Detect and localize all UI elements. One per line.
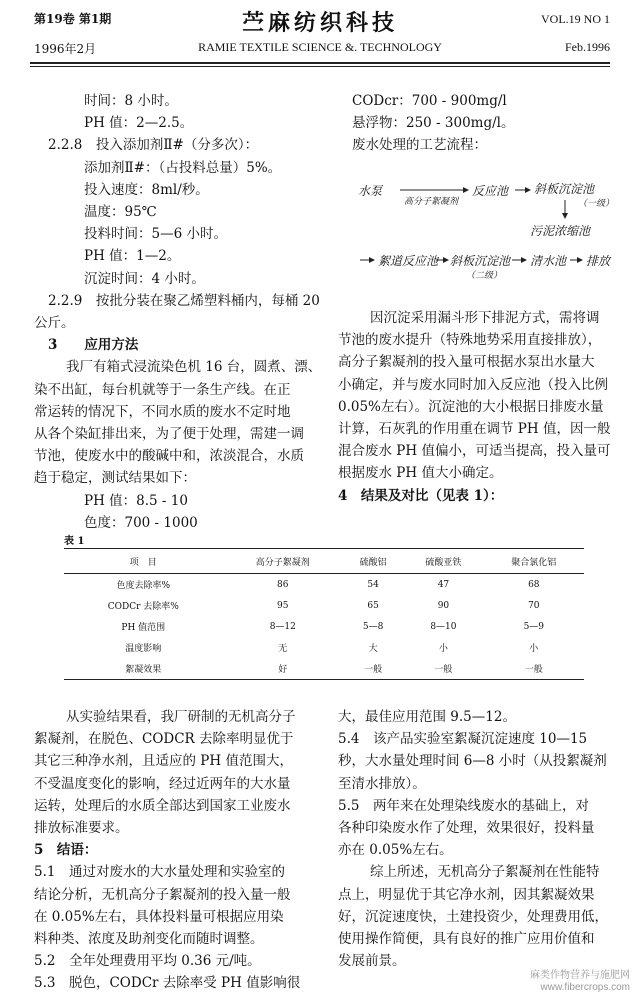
text-line: 根据废水 PH 值大小确定。 — [338, 465, 503, 482]
text-line: 在 0.05%左右，具体投料量可根据应用染 — [34, 908, 284, 925]
table-cell: 8—12 — [269, 621, 296, 632]
table-cell: 90 — [437, 600, 450, 611]
table-cell: 小 — [438, 644, 448, 654]
text-line: PH 值：1—2。 — [84, 248, 181, 265]
text-line: 沉淀时间：4 小时。 — [84, 270, 205, 287]
table-cell: 无 — [278, 644, 288, 654]
text-line: 3 应用方法 — [48, 337, 139, 354]
text-line: 投入速度：8ml/秒。 — [84, 181, 209, 198]
table-cell: 大 — [368, 644, 378, 654]
text-line: CODcr：700 - 900mg/l — [352, 93, 507, 109]
text-line: 时间：8 小时。 — [84, 93, 178, 109]
watermark-title: 麻类作物营养与施肥网 — [530, 970, 630, 981]
text-line: 絮凝剂，在脱色、CODCR 去除率明显优于 — [34, 731, 294, 748]
flow-node-channel-tank: 絮道反应池 — [378, 254, 439, 268]
text-line: 染不出缸，每台机就等于一条生产线。在正 — [34, 381, 291, 398]
date-en: Feb.1996 — [565, 40, 610, 54]
right-column-top — [338, 90, 628, 157]
journal-title-en: RAMIE TEXTILE SCIENCE &. TECHNOLOGY — [198, 40, 442, 54]
text-line: 废水处理的工艺流程： — [352, 137, 487, 154]
text-line: 公斤。 — [34, 315, 75, 332]
table-cell: 小 — [529, 644, 539, 654]
text-line: 高分子絮凝剂的投入量可根据水泵出水量大 — [338, 354, 595, 371]
table-header-cell: 聚合氯化铝 — [484, 549, 584, 574]
text-line: 混合废水 PH 值偏小，可适当提高，投入量可 — [338, 443, 611, 460]
process-flow-diagram — [350, 170, 620, 290]
text-line: 温度：95℃ — [84, 204, 157, 221]
table-cell: CODCr 去除率% — [107, 602, 179, 612]
right-column-bottom — [338, 706, 628, 972]
text-line: 小确定，并与废水同时加入反应池（投入比例 — [338, 376, 608, 393]
table-row — [64, 616, 584, 637]
header-rule-thin — [30, 66, 610, 67]
text-line: 5.4 该产品实验室絮凝沉淀速度 10—15 — [338, 731, 588, 748]
text-line: 大，最佳应用范围 9.5—12。 — [338, 709, 516, 725]
table-cell: 5—8 — [362, 621, 384, 632]
text-line: 从各个染缸排出来，为了便于处理，需建一调 — [34, 426, 304, 443]
text-line: 5.1 通过对废水的大水量处理和实验室的 — [34, 864, 285, 881]
left-column-bottom — [34, 706, 324, 995]
flow-node-reaction-tank: 反应池 — [472, 184, 509, 198]
text-line: 排放标准要求。 — [34, 820, 129, 837]
watermark — [530, 970, 630, 994]
table-cell: 温度影响 — [125, 644, 162, 654]
flow-node-settling-tank-2: 斜板沉淀池 — [450, 254, 511, 268]
text-line: 至清水排放）。 — [338, 775, 426, 792]
flow-node-clear-tank: 清水池 — [530, 254, 567, 268]
flow-arrow-label: 高分子絮凝剂 — [404, 197, 459, 207]
flow-node-settling-tank-1: 斜板沉淀池 — [534, 182, 595, 196]
table-cell: 一般 — [484, 658, 584, 680]
results-table — [64, 548, 584, 680]
table-cell: 70 — [528, 600, 540, 611]
text-line: 2.2.9 按批分装在聚乙烯塑料桶内，每桶 20 — [48, 292, 320, 309]
text-line: 5.2 全年处理费用平均 0.36 元/吨。 — [34, 953, 261, 970]
journal-title-cn: 苎麻纺织科技 — [241, 10, 398, 36]
table-cell: PH 值范围 — [121, 623, 166, 633]
text-line: 常运转的情况下，不同水质的废水不定时地 — [34, 403, 291, 420]
text-line: 秒，大水量处理时间 6—8 小时（从投絮凝剂 — [338, 753, 607, 770]
table-cell: 好 — [223, 658, 343, 680]
text-line: 好，沉淀速度快，土建投资少，处理费用低， — [338, 908, 608, 925]
table-row — [64, 637, 584, 658]
text-line: 从实验结果看，我厂研制的无机高分子 — [66, 709, 296, 725]
text-line: 5.3 脱色，CODCr 去除率受 PH 值影响很 — [34, 975, 301, 992]
running-header — [0, 0, 640, 64]
table-cell: 一般 — [403, 658, 483, 680]
table-row — [64, 574, 584, 596]
text-line: 色度：700 - 1000 — [84, 514, 198, 531]
table-cell: 54 — [367, 579, 379, 590]
table-row — [64, 595, 584, 616]
table-cell: 65 — [367, 600, 379, 611]
table-cell: 色度去除率% — [116, 581, 171, 591]
text-line: 2.2.8 投入添加剂Ⅱ#（分多次）： — [48, 137, 259, 154]
table-header-row — [64, 549, 584, 574]
text-line: 节池的废水提升（特殊地势采用直接排放）， — [338, 332, 602, 349]
text-line: 5.5 两年来在处理染线废水的基础上，对 — [338, 797, 589, 814]
text-line: 各种印染废水作了处理，效果很好，投料量 — [338, 820, 595, 837]
text-line: PH 值：2—2.5。 — [84, 115, 194, 132]
flow-node-stage-1: （一级） — [578, 199, 615, 209]
text-line: 料种类、浓度及助剂变化而随时调整。 — [34, 931, 264, 948]
flow-node-discharge: 排放 — [586, 254, 611, 268]
text-line: 不受温度变化的影响，经过近两年的大水量 — [34, 775, 291, 792]
table-header-cell: 硫酸铝 — [343, 549, 403, 574]
right-column-mid — [338, 307, 628, 507]
text-line: 因沉淀采用漏斗形下排泥方式，需将调 — [370, 310, 600, 326]
text-line: 使用操作简便，具有良好的推广应用价值和 — [338, 931, 595, 948]
header-rule — [30, 62, 610, 64]
text-line: 亦在 0.05%左右。 — [338, 842, 453, 859]
left-column-top — [34, 90, 324, 534]
issue-date: 1996年2月 — [34, 42, 97, 56]
text-line: 5 结语： — [34, 842, 98, 859]
table-cell: 68 — [528, 579, 540, 590]
flow-node-stage-2: （二级） — [466, 271, 503, 281]
text-line: 添加剂Ⅱ#：（占投料总量）5%。 — [84, 159, 282, 176]
text-line: PH 值：8.5 - 10 — [84, 492, 188, 509]
issue-number: 第19卷 第1期 — [34, 12, 112, 26]
text-line: 综上所述，无机高分子絮凝剂在性能特 — [370, 864, 600, 881]
volume-label: VOL.19 NO 1 — [541, 12, 610, 26]
table-cell: 絮凝效果 — [64, 658, 223, 680]
watermark-url: www.fibercrops.com — [540, 982, 630, 993]
text-line: 0.05%左右）。沉淀池的大小根据日排废水量 — [338, 398, 604, 415]
table-cell: 一般 — [343, 658, 403, 680]
table-cell: 86 — [277, 579, 289, 590]
text-line: 点上，明显优于其它净水剂，因其絮凝效果 — [338, 886, 595, 903]
text-line: 4 结果及对比（见表 1）： — [338, 487, 504, 504]
table-cell: 5—9 — [523, 621, 545, 632]
text-line: 我厂有箱式浸流染色机 16 台，圆煮、漂、 — [66, 359, 322, 376]
flow-node-sludge-tank: 污泥浓缩池 — [530, 224, 591, 238]
table-header-cell: 高分子絮凝剂 — [223, 549, 343, 574]
text-line: 其它三种净水剂，且适应的 PH 值范围大， — [34, 753, 293, 770]
table-header-cell: 项 目 — [64, 549, 223, 574]
table-header-cell: 硫酸亚铁 — [403, 549, 483, 574]
text-line: 趋于稳定，测试结果如下： — [34, 470, 196, 487]
table-row — [64, 658, 584, 680]
table-caption: 表 1 — [64, 536, 85, 547]
table-cell: 95 — [277, 600, 289, 611]
text-line: 悬浮物：250 - 300mg/l。 — [352, 115, 515, 132]
text-line: 节池，使废水中的酸碱中和，浓淡混合，水质 — [34, 448, 304, 465]
text-line: 投料时间：5—6 小时。 — [84, 226, 227, 243]
table-cell: 47 — [437, 579, 450, 590]
text-line: 运转，处理后的水质全部达到国家工业废水 — [34, 797, 291, 814]
text-line: 结论分析，无机高分子絮凝剂的投入量一般 — [34, 886, 291, 903]
flow-node-pump: 水泵 — [358, 184, 383, 198]
text-line: 发展前景。 — [338, 953, 406, 970]
table-cell: 8—10 — [430, 621, 457, 632]
text-line: 计算，石灰乳的作用重在调节 PH 值，因一般 — [338, 421, 611, 438]
